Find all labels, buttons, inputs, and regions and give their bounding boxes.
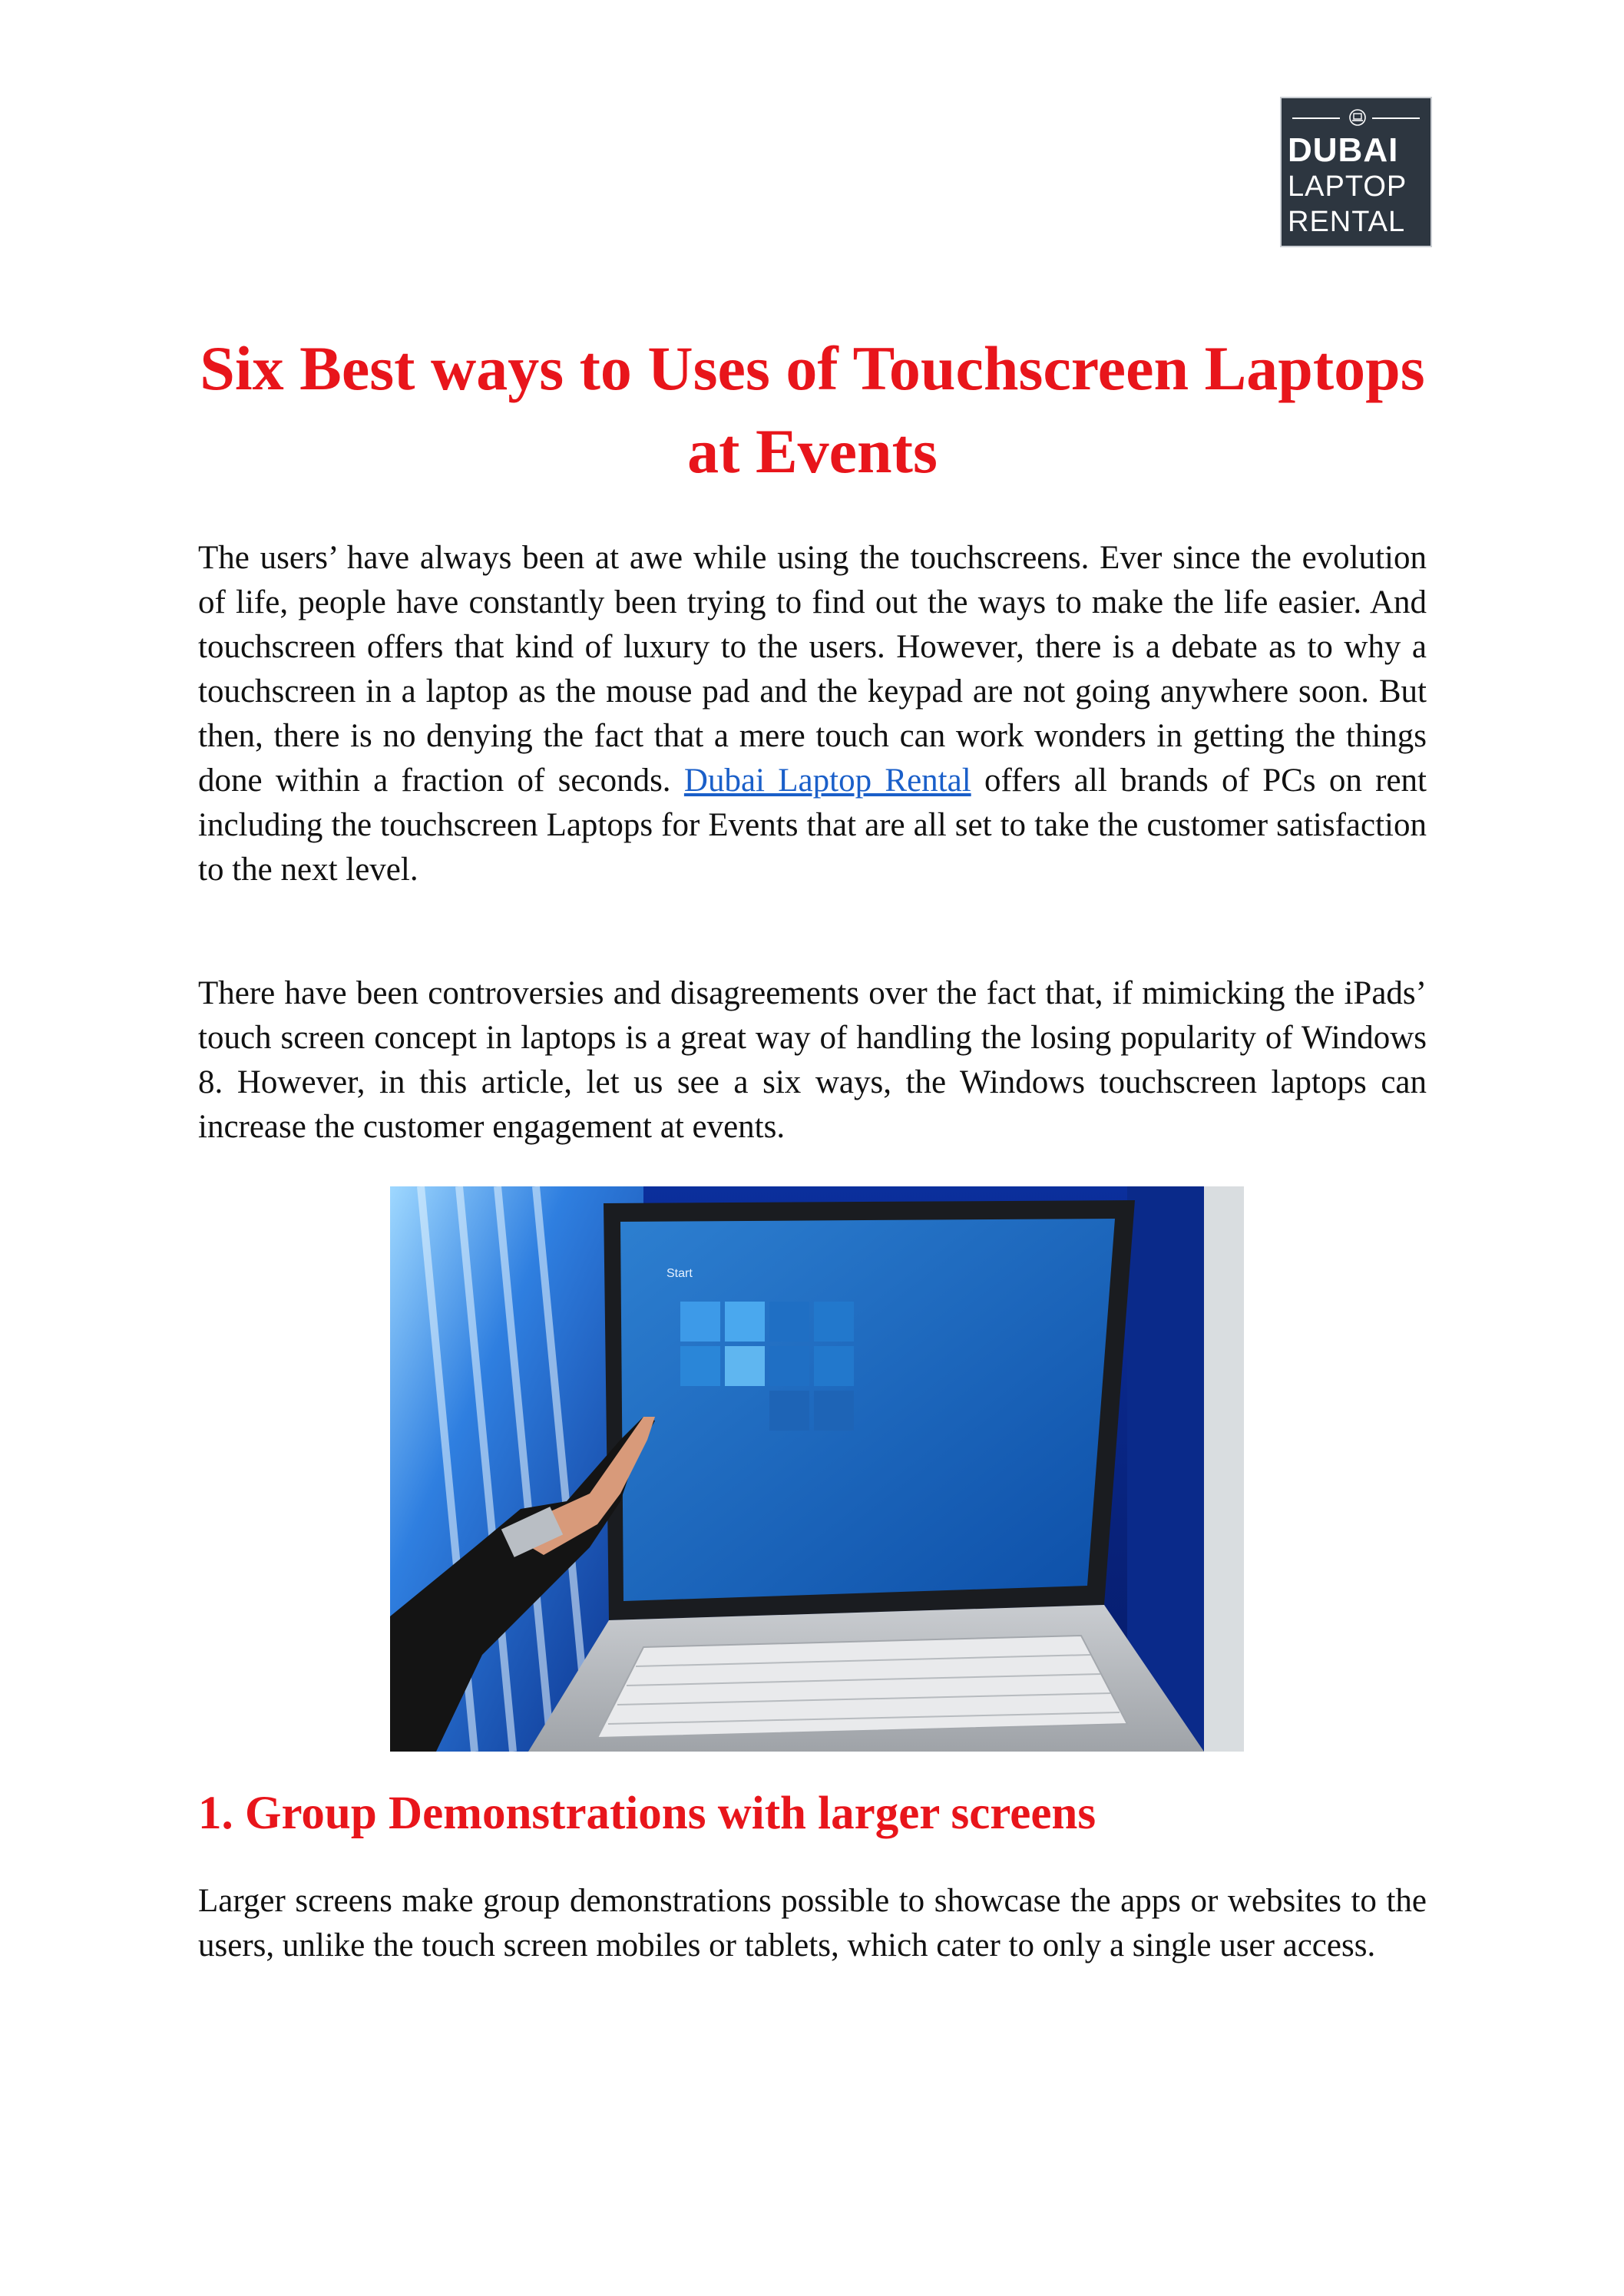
section-1-heading: 1. Group Demonstrations with larger screens xyxy=(198,1788,1096,1839)
intro-text-after-link: offers all brands of PCs on rent including the touchscreen Laptops for Events that are all set to take the customer satisfaction to the next level. xyxy=(198,763,1427,888)
logo-word-rental: RENTAL xyxy=(1288,206,1406,238)
brand-logo xyxy=(1280,97,1432,247)
screen-start-label: Start xyxy=(666,1267,693,1280)
touchscreen-laptop-photo xyxy=(390,1186,1244,1752)
section-1-body: Larger screens make group demonstrations possible to showcase the apps or websites to the users, unlike the touch screen mobiles or tablets, which cater to only a single user access. xyxy=(198,1883,1427,1964)
intro-paragraph xyxy=(198,536,1427,892)
page-title: Six Best ways to Uses of Touchscreen Laptops at Events xyxy=(200,333,1425,486)
logo-word-dubai: DUBAI xyxy=(1288,131,1399,169)
second-paragraph: There have been controversies and disagreements over the fact that, if mimicking the iPads’ touch screen concept in laptops is a great way of handling the losing popularity of Windows 8. However, in this article, let us see a six ways, the Windows touchscreen laptops can increase the customer engagement at events. xyxy=(198,975,1427,1145)
dubai-laptop-rental-link[interactable]: Dubai Laptop Rental xyxy=(683,763,971,799)
intro-text-before-link: The users’ have always been at awe while using the touchscreens. Ever since the evolution of life, people have constantly been trying to find out the ways to make the life easier. And touchscreen offers that kind of luxury to the users. However, there is a debate as to why a touchscreen in a laptop as the mouse pad and the keypad are not going anywhere soon. But then, there is no denying the fact that a mere touch can work wonders in getting the things done within a fraction of seconds. xyxy=(198,540,1427,799)
logo-divider-left xyxy=(1292,117,1340,119)
laptop-photo-illustration xyxy=(390,1186,1244,1752)
logo-header xyxy=(1292,109,1420,127)
logo-word-laptop: LAPTOP xyxy=(1288,170,1407,203)
laptop-icon xyxy=(1348,109,1368,126)
logo-divider-right xyxy=(1372,117,1420,119)
